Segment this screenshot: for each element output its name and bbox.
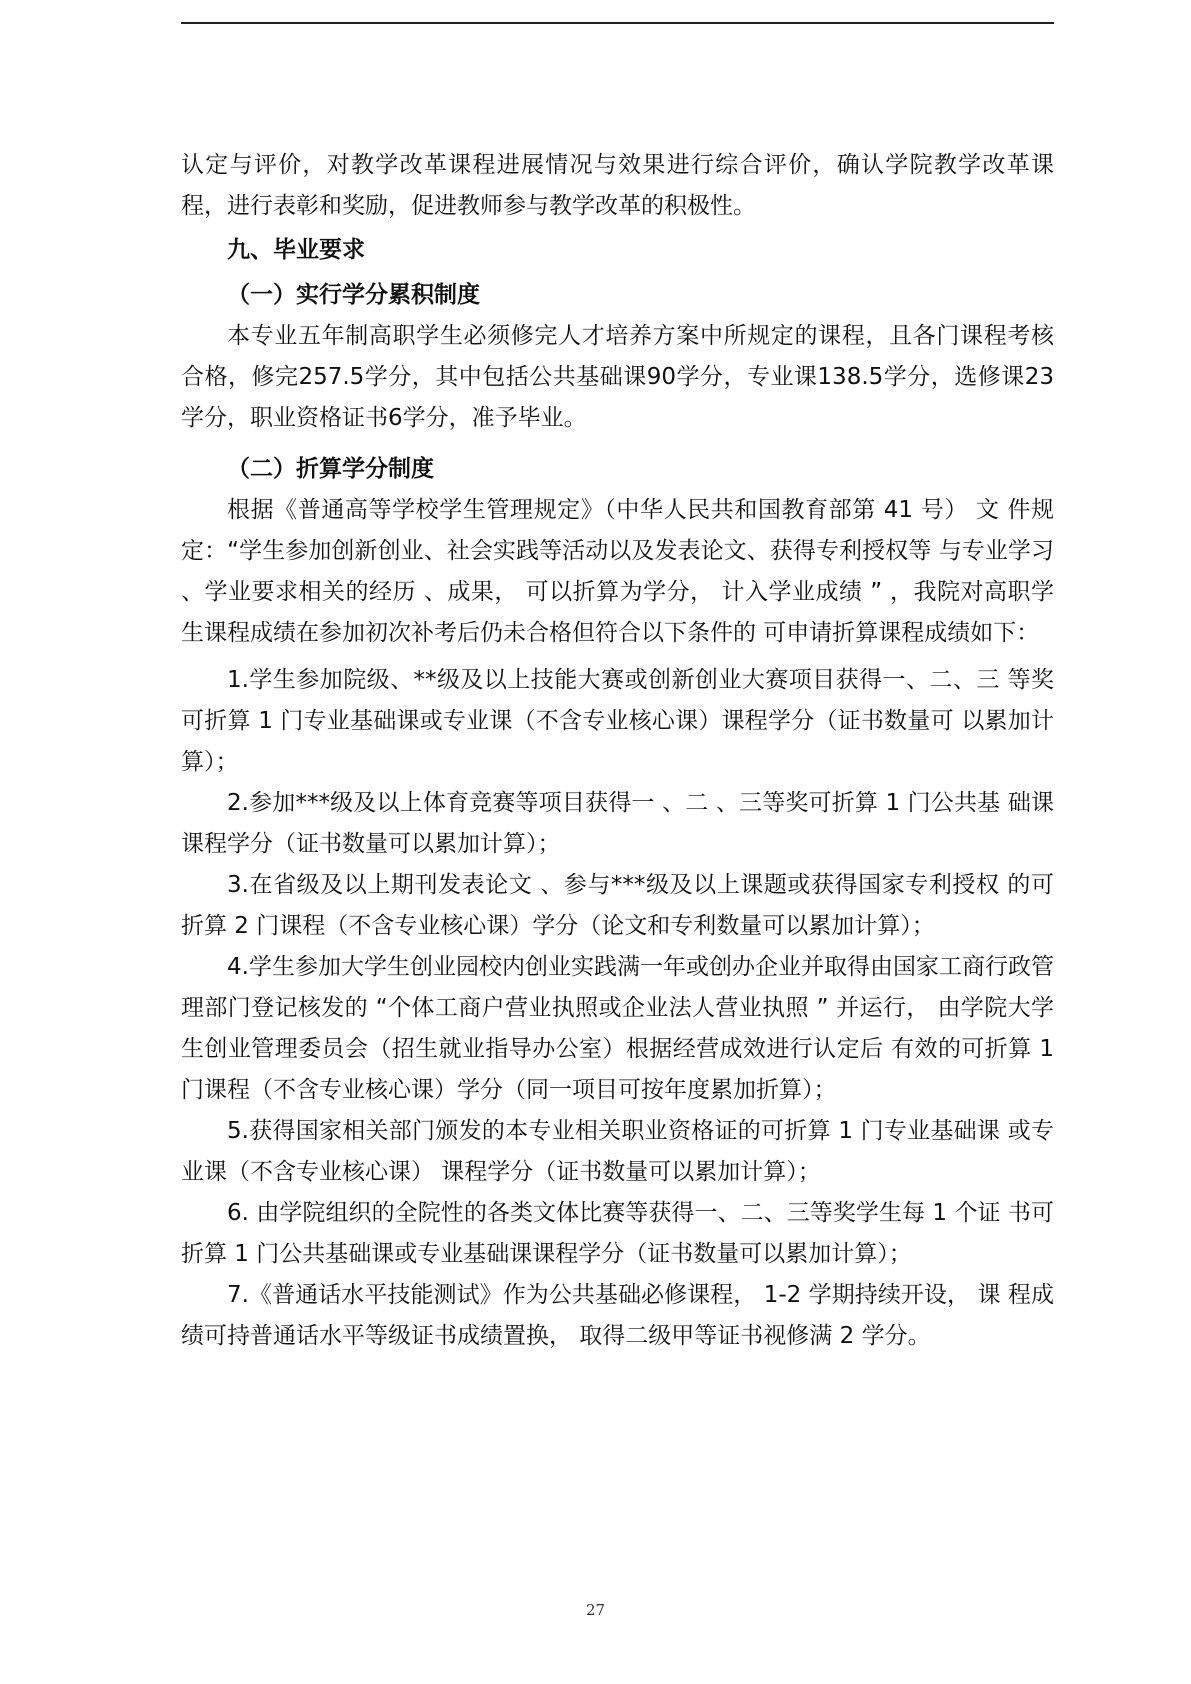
list-item-7: 7.《普通话水平技能测试》作为公共基础必修课程， 1-2 学期持续开设， 课 程成绩可持普通话水平等级证书成绩置换， 取得二级甲等证书视修满 2 学分。	[181, 1282, 1054, 1349]
subsection-2-paragraph: 根据《普通高等学校学生管理规定》（中华人民共和国教育部第 41 号） 文 件规定：“学生参加创新创业、社会实践等活动以及发表论文、获得专利授权等 与专业学习 、学业要求相关的经历 、成果， 可以折算为学分， 计入学业成绩 ” ，我院对高职学生课程成绩在参加初次补考后仍未合格但符合以下条件的 可申请折算课程成绩如下：	[181, 497, 1054, 646]
subsection-1-paragraph: 本专业五年制高职学生必须修完人才培养方案中所规定的课程，且各门课程考核合格，修完257.5学分，其中包括公共基础课90学分，专业课138.5学分，选修课23学分，职业资格证书6学分，准予毕业。	[181, 323, 1054, 431]
list-item-2: 2.参加***级及以上体育竞赛等项目获得一 、二 、三等奖可折算 1 门公共基 础课课程学分（证书数量可以累加计算）；	[181, 790, 1054, 857]
intro-paragraph: 认定与评价，对教学改革课程进展情况与效果进行综合评价，确认学院教学改革课程，进行表彰和奖励，促进教师参与教学改革的积极性。	[181, 152, 1054, 219]
list-item-6: 6. 由学院组织的全院性的各类文体比赛等获得一、二、三等奖学生每 1 个证 书可折算 1 门公共基础课或专业基础课课程学分（证书数量可以累加计算）；	[181, 1200, 1054, 1267]
subsection-2-heading: （二）折算学分制度	[227, 456, 434, 482]
list-item-1: 1.学生参加院级、**级及以上技能大赛或创新创业大赛项目获得一、二、三 等奖可折算 1 门专业基础课或专业课（不含专业核心课）课程学分（证书数量可 以累加计算）；	[181, 667, 1054, 775]
list-item-4: 4.学生参加大学生创业园校内创业实践满一年或创办企业并取得由国家工商行政管理部门登记核发的 “个体工商户营业执照或企业法人营业执照 ” 并运行， 由学院大学生创业管理委员会（招生就业指导办公室）根据经营成效进行认定后 有效的可折算 1 门课程（不含专业核心课）学分（同一项目可按年度累加折算）；	[181, 954, 1054, 1103]
header-rule	[181, 22, 1054, 24]
subsection-1-heading: （一）实行学分累积制度	[227, 282, 480, 308]
document-body	[181, 145, 1054, 1357]
list-item-3: 3.在省级及以上期刊发表论文 、参与***级及以上课题或获得国家专利授权 的可折算 2 门课程（不含专业核心课）学分（论文和专利数量可以累加计算）；	[181, 872, 1054, 939]
page-number: 27	[585, 1601, 606, 1619]
section-heading: 九、毕业要求	[227, 237, 365, 263]
list-item-5: 5.获得国家相关部门颁发的本专业相关职业资格证的可折算 1 门专业基础课 或专业课（不含专业核心课） 课程学分（证书数量可以累加计算）；	[181, 1118, 1054, 1185]
